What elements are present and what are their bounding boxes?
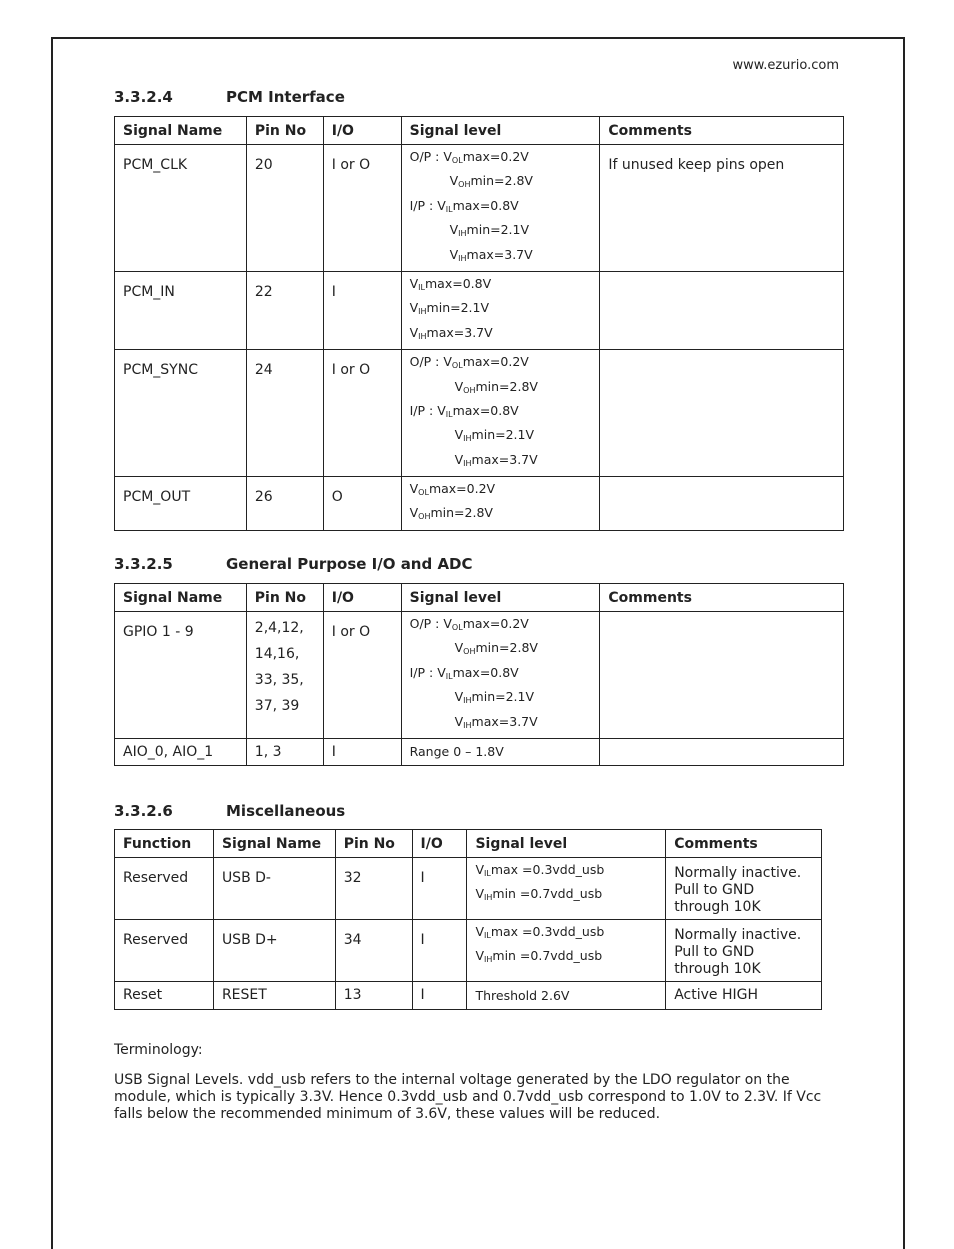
signal-name: USB D+ (213, 920, 335, 982)
signal-name: USB D- (213, 858, 335, 920)
signal-level: O/P : $V_{OL}\max=0.2V$ $V_{OH}\min=2.8V$ I/P : $V_{IL}\max=0.8V$ $V_{IH}\min=2.1V$ $V_{IH}\max=3.7V$ (401, 145, 600, 272)
col-pin-no: Pin No (246, 584, 323, 612)
signal-name: AIO_0, AIO_1 (115, 738, 247, 765)
section-title: General Purpose I/O and ADC (226, 555, 473, 573)
table-header-row (115, 584, 844, 612)
signal-level: $V_{OL}\max=0.2V$ $V_{OH}\min=2.8V$ (401, 477, 600, 531)
comment (600, 271, 844, 349)
section-title: PCM Interface (226, 88, 345, 106)
section-number: 3.3.2.6 (114, 802, 173, 820)
signal-level: O/P : $V_{OL}\max=0.2V$ $V_{OH}\min=2.8V$ I/P : $V_{IL}\max=0.8V$ $V_{IH}\min=2.1V$ $V_{IH}\max=3.7V$ (401, 350, 600, 477)
section-heading-pcm (114, 88, 345, 106)
signal-name: PCM_OUT (115, 477, 247, 531)
col-pin-no: Pin No (335, 830, 412, 858)
pin-no: 24 (246, 350, 323, 477)
pin-no: 2,4,12, 14,16, 33, 35, 37, 39 (246, 612, 323, 739)
col-signal-name: Signal Name (115, 117, 247, 145)
io: I (412, 920, 467, 982)
table-row (115, 858, 822, 920)
table-header-row (115, 830, 822, 858)
col-function: Function (115, 830, 214, 858)
pin-no: 34 (335, 920, 412, 982)
table-header-row (115, 117, 844, 145)
col-comments: Comments (600, 584, 844, 612)
io: I (412, 858, 467, 920)
pin-no: 22 (246, 271, 323, 349)
signal-name: GPIO 1 - 9 (115, 612, 247, 739)
signal-name: PCM_CLK (115, 145, 247, 272)
col-signal-level: Signal level (401, 584, 600, 612)
section-number: 3.3.2.4 (114, 88, 173, 106)
miscellaneous-table (114, 829, 822, 1010)
comment (600, 477, 844, 531)
function: Reset (115, 982, 214, 1010)
signal-level: $V_{IL}\max$ =0.3vdd_usb $V_{IH}\min$ =0.7vdd_usb (467, 858, 666, 920)
pin-no: 13 (335, 982, 412, 1010)
io: O (323, 477, 401, 531)
signal-level: Threshold 2.6V (467, 982, 666, 1010)
table-row (115, 271, 844, 349)
col-io: I/O (323, 584, 401, 612)
col-signal-level: Signal level (467, 830, 666, 858)
pin-no: 32 (335, 858, 412, 920)
io: I or O (323, 612, 401, 739)
io: I or O (323, 145, 401, 272)
comment (600, 738, 844, 765)
col-signal-level: Signal level (401, 117, 600, 145)
signal-name: PCM_SYNC (115, 350, 247, 477)
signal-level: O/P : $V_{OL}\max=0.2V$ $V_{OH}\min=2.8V$ I/P : $V_{IL}\max=0.8V$ $V_{IH}\min=2.1V$ $V_{IH}\max=3.7V$ (401, 612, 600, 739)
table-row (115, 145, 844, 272)
io: I (323, 271, 401, 349)
signal-name: RESET (213, 982, 335, 1010)
col-pin-no: Pin No (246, 117, 323, 145)
col-comments: Comments (666, 830, 822, 858)
terminology-label: Terminology: (114, 1042, 203, 1058)
comment: If unused keep pins open (600, 145, 844, 272)
comment (600, 350, 844, 477)
table-row (115, 920, 822, 982)
signal-name: PCM_IN (115, 271, 247, 349)
io: I or O (323, 350, 401, 477)
io: I (323, 738, 401, 765)
comment (600, 612, 844, 739)
table-row (115, 612, 844, 739)
pin-no: 20 (246, 145, 323, 272)
signal-level: $V_{IL}\max=0.8V$ $V_{IH}\min=2.1V$ $V_{IH}\max=3.7V$ (401, 271, 600, 349)
header-url: www.ezurio.com (732, 58, 839, 73)
io: I (412, 982, 467, 1010)
col-comments: Comments (600, 117, 844, 145)
pcm-interface-table (114, 116, 844, 531)
pin-no: 26 (246, 477, 323, 531)
terminology-body: USB Signal Levels. vdd_usb refers to the internal voltage generated by the LDO regulator on the module, which is typically 3.3V. Hence 0.3vdd_usb and 0.7vdd_usb correspond to 1.0V to 2.3V. If Vcc falls below the recommended minimum of 3.6V, these values will be reduced. (114, 1072, 822, 1122)
col-io: I/O (323, 117, 401, 145)
table-row (115, 350, 844, 477)
function: Reserved (115, 920, 214, 982)
section-heading-gpio (114, 555, 473, 573)
comment: Normally inactive. Pull to GND through 10K (666, 920, 822, 982)
section-title: Miscellaneous (226, 802, 346, 820)
section-heading-misc (114, 802, 345, 820)
table-row (115, 477, 844, 531)
col-signal-name: Signal Name (115, 584, 247, 612)
comment: Active HIGH (666, 982, 822, 1010)
signal-level: $V_{IL}\max$ =0.3vdd_usb $V_{IH}\min$ =0.7vdd_usb (467, 920, 666, 982)
function: Reserved (115, 858, 214, 920)
table-row (115, 738, 844, 765)
gpio-adc-table (114, 583, 844, 766)
comment: Normally inactive. Pull to GND through 10K (666, 858, 822, 920)
pin-no: 1, 3 (246, 738, 323, 765)
table-row (115, 982, 822, 1010)
col-io: I/O (412, 830, 467, 858)
signal-level: Range 0 – 1.8V (401, 738, 600, 765)
col-signal-name: Signal Name (213, 830, 335, 858)
section-number: 3.3.2.5 (114, 555, 173, 573)
